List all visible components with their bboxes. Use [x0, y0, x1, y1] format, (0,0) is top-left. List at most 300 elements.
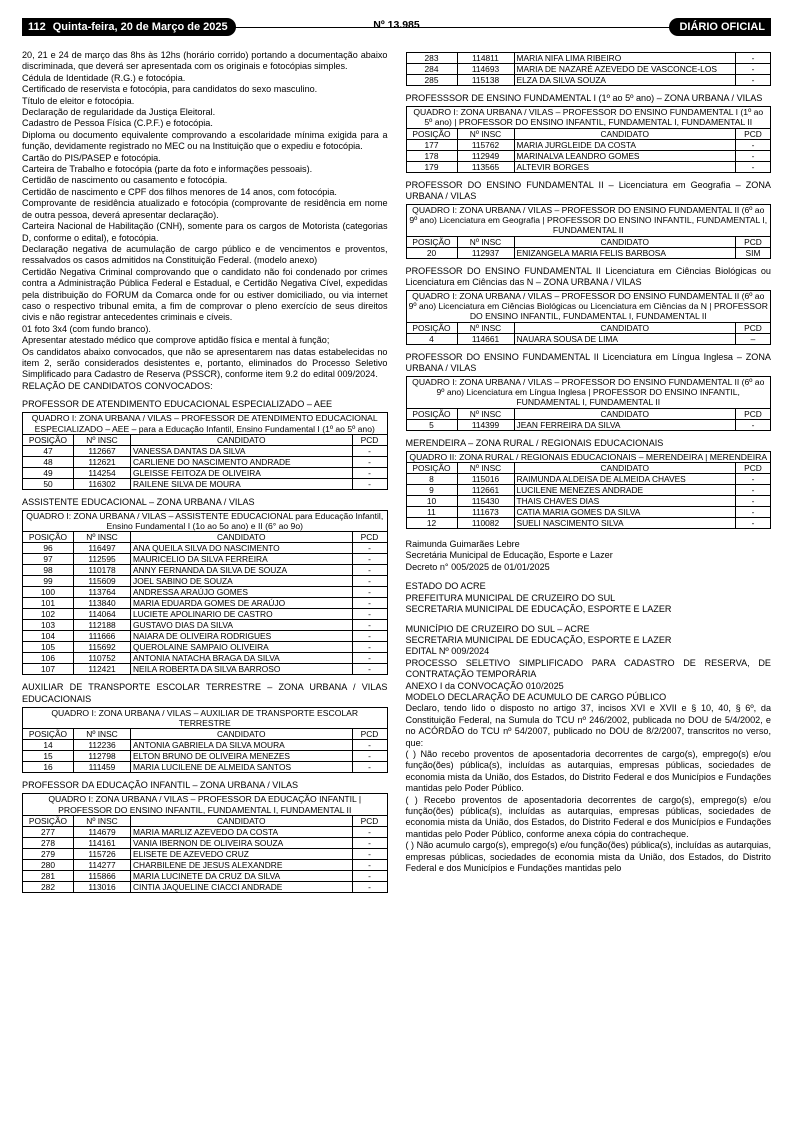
paragraph: 20, 21 e 24 de março das 8hs às 12hs (horário corrido) portando a documentação abaixo discriminada, que deverá ser apresentada com os originais e fotocópias simples.: [22, 50, 388, 72]
table-cell: 11: [406, 507, 457, 518]
table-cell: 49: [23, 467, 74, 478]
table-cell: 112421: [74, 664, 131, 675]
table-cell: CARLIENE DO NASCIMENTO ANDRADE: [131, 456, 353, 467]
table-cell: -: [352, 467, 387, 478]
table-title: QUADRO II: ZONA RURAL / REGIONAIS EDUCACIONAIS – MERENDEIRA | MERENDEIRA: [406, 451, 771, 462]
table-title: QUADRO I: ZONA URBANA / VILAS – PROFESSOR DA EDUCAÇÃO INFANTIL | PROFESSOR DO ENSINO INFANTIL, FUNDAMENTAL I, FUNDAMENTAL II: [23, 794, 388, 815]
table-cell: 113764: [74, 587, 131, 598]
table-cell: 102: [23, 609, 74, 620]
paragraph: Certificado de reservista e fotocópia, para candidatos do sexo masculino.: [22, 84, 318, 95]
table-cell: NAIARA DE OLIVEIRA RODRIGUES: [131, 631, 353, 642]
table-column-header: PCD: [736, 236, 771, 247]
table-cell: MAURICELIO DA SILVA FERREIRA: [131, 554, 353, 565]
table-cell: CINTIA JAQUELINE CIACCI ANDRADE: [131, 881, 353, 892]
table-cell: SIM: [736, 247, 771, 258]
section-heading: PROFESSOR DO ENSINO FUNDAMENTAL II Licenciatura em Língua Inglesa – ZONA URBANA / VILAS: [405, 351, 771, 373]
table-cell: -: [736, 150, 771, 161]
table-column-header: PCD: [352, 532, 387, 543]
table-cell: NEILA ROBERTA DA SILVA BARROSO: [131, 664, 353, 675]
table-row: [406, 496, 771, 507]
table-title: QUADRO I: ZONA URBANA / VILAS – ASSISTENTE EDUCACIONAL para Educação Infantil, Ensino Fundamental I (1o ao 5o ano) e II (6° ao 9o): [23, 511, 388, 532]
paragraph: MODELO DECLARAÇÃO DE ACUMULO DE CARGO PÚBLICO: [405, 691, 667, 702]
table-cell: 112949: [457, 150, 514, 161]
table-title: QUADRO I: ZONA URBANA / VILAS – PROFESSOR DO ENSINO FUNDAMENTAL I (1º ao 5º ano) | PROFESSOR DO ENSINO INFANTIL, FUNDAMENTAL I, FUNDAMENTAL II: [406, 107, 771, 128]
paragraph: Cadastro de Pessoa Física (C.P.F.) e fotocópia.: [22, 118, 213, 129]
table-cell: 104: [23, 631, 74, 642]
table-row: [406, 161, 771, 172]
table-cell: -: [352, 456, 387, 467]
table-cell: 114064: [74, 609, 131, 620]
table-cell: MARIA JURGLEIDE DA COSTA: [514, 139, 736, 150]
table-column-header: CANDIDATO: [131, 532, 353, 543]
page-number: 112: [28, 21, 46, 33]
table-row: [23, 445, 388, 456]
table-cell: 280: [23, 859, 74, 870]
table-cell: -: [736, 507, 771, 518]
table-cell: -: [352, 653, 387, 664]
table-cell: 110082: [457, 518, 514, 529]
table-cell: 100: [23, 587, 74, 598]
paragraph: SECRETARIA MUNICIPAL DE EDUCAÇÃO, ESPORTE E LAZER: [405, 634, 672, 645]
table-cell: MARIA LUCILENE DE ALMEIDA SANTOS: [131, 762, 353, 773]
table-column-header: CANDIDATO: [131, 434, 353, 445]
paragraph: Declaração de regularidade da Justiça Eleitoral.: [22, 107, 216, 118]
table-column-header: POSIÇÃO: [406, 236, 457, 247]
table-cell: 114811: [457, 53, 514, 64]
table-row: [406, 518, 771, 529]
table-cell: ANNY FERNANDA DA SILVA DE SOUZA: [131, 565, 353, 576]
candidates-table: [406, 290, 772, 345]
table-row: [406, 333, 771, 344]
paragraph: ANEXO I da CONVOCAÇÃO 010/2025: [405, 680, 564, 691]
table-column-header: Nº INSC: [457, 128, 514, 139]
table-cell: MARINALVA LEANDRO GOMES: [514, 150, 736, 161]
table-cell: -: [352, 642, 387, 653]
table-column-header: POSIÇÃO: [23, 434, 74, 445]
table-cell: -: [352, 870, 387, 881]
table-row: [23, 653, 388, 664]
table-column-header: Nº INSC: [74, 815, 131, 826]
paragraph: MUNICÍPIO DE CRUZEIRO DO SUL – ACRE: [405, 623, 590, 634]
table-row: [23, 456, 388, 467]
table-row: [406, 64, 771, 75]
table-column-header: CANDIDATO: [514, 408, 736, 419]
table-column-header: POSIÇÃO: [406, 128, 457, 139]
table-cell: 112798: [74, 751, 131, 762]
paragraph: SECRETARIA MUNICIPAL DE EDUCAÇÃO, ESPORTE E LAZER: [405, 604, 672, 615]
table-cell: -: [352, 664, 387, 675]
table-cell: 12: [406, 518, 457, 529]
table-cell: ELISETE DE AZEVEDO CRUZ: [131, 848, 353, 859]
table-cell: 115609: [74, 576, 131, 587]
table-cell: 114661: [457, 333, 514, 344]
table-cell: -: [352, 826, 387, 837]
table-row: [23, 543, 388, 554]
candidates-table: [406, 451, 772, 529]
table-cell: 115138: [457, 75, 514, 86]
table-column-header: Nº INSC: [457, 236, 514, 247]
table-cell: -: [352, 762, 387, 773]
table-cell: 15: [23, 751, 74, 762]
table-cell: -: [352, 565, 387, 576]
table-cell: LUCIETE APOLINARIO DE CASTRO: [131, 609, 353, 620]
masthead-left: [22, 18, 236, 36]
table-cell: 112621: [74, 456, 131, 467]
table-cell: MARIA NIFA LIMA RIBEIRO: [514, 53, 736, 64]
table-cell: 106: [23, 653, 74, 664]
table-cell: -: [736, 496, 771, 507]
table-cell: GLEISSE FEITOZA DE OLIVEIRA: [131, 467, 353, 478]
table-column-header: CANDIDATO: [514, 236, 736, 247]
paragraph: Diploma ou documento equivalente comprovando a escolaridade mínima exigida para a função, devidamente registrado no MEC ou na Instituição que o expediu e fotocópia.: [22, 129, 388, 152]
section-heading: PROFESSOR DO ENSINO FUNDAMENTAL II – Licenciatura em Geografia – ZONA URBANA / VILAS: [405, 179, 771, 201]
paragraph: 01 foto 3x4 (com fundo branco).: [22, 323, 151, 334]
table-row: [23, 587, 388, 598]
table-column-header: Nº INSC: [74, 434, 131, 445]
table-cell: -: [352, 620, 387, 631]
table-cell: -: [352, 609, 387, 620]
table-cell: JOEL SABINO DE SOUZA: [131, 576, 353, 587]
table-title: QUADRO I: ZONA URBANA / VILAS – PROFESSOR DO ENSINO FUNDAMENTAL II (6º ao 9º ano) Licenciatura em Geografia | PROFESSOR DO ENSINO INFANTIL, FUNDAMENTAL I, FUNDAMENTAL II: [406, 205, 771, 237]
table-column-header: PCD: [352, 729, 387, 740]
table-row: [23, 751, 388, 762]
table-cell: 112188: [74, 620, 131, 631]
table-cell: 50: [23, 478, 74, 489]
paragraph: Cartão do PIS/PASEP e fotocópia.: [22, 152, 161, 163]
table-cell: MARIA LUCINETE DA CRUZ DA SILVA: [131, 870, 353, 881]
table-cell: 96: [23, 543, 74, 554]
table-cell: -: [736, 419, 771, 430]
table-row: [23, 848, 388, 859]
table-column-header: POSIÇÃO: [23, 532, 74, 543]
table-cell: 283: [406, 53, 457, 64]
table-cell: 116302: [74, 478, 131, 489]
table-cell: -: [736, 474, 771, 485]
table-cell: ELZA DA SILVA SOUZA: [514, 75, 736, 86]
table-row: [406, 474, 771, 485]
publication-date: Quinta-feira, 20 de Março de 2025: [52, 21, 228, 33]
section-heading: PROFESSOR DA EDUCAÇÃO INFANTIL – ZONA URBANA / VILAS: [22, 780, 299, 791]
table-cell: 278: [23, 837, 74, 848]
paragraph: ( ) Não acumulo cargo(s), emprego(s) e/ou função(ões) pública(s), incluídas as autarquias, empresas públicas, sociedades de economia mista da União, dos Estados, do Distrito Federal e dos Municípios e Fundações mantidas pelo: [405, 840, 771, 874]
table-cell: -: [352, 587, 387, 598]
table-cell: 281: [23, 870, 74, 881]
paragraph: Os candidatos abaixo convocados, que não se apresentarem nas datas estabelecidas no item 2, serão considerados desistentes e, portanto, eliminados do Processo Seletivo Simplificado para Cadastro de Reserva (PSSCR), conforme item 9.2 do edital 009/2024.: [22, 346, 388, 380]
paragraph: ( ) Não recebo proventos de aposentadoria decorrentes de cargo(s), emprego(s) e/ou função(ões) pública(s), incluídas as autarquias, empresas públicas, sociedades de economia mista da União, dos Estados, do Distrito Federal e dos Municípios e Fundações mantidas pelo Poder Público.: [405, 748, 771, 794]
table-cell: 105: [23, 642, 74, 653]
table-cell: 284: [406, 64, 457, 75]
table-cell: 99: [23, 576, 74, 587]
table-cell: 112667: [74, 445, 131, 456]
table-column-header: CANDIDATO: [514, 128, 736, 139]
table-cell: 97: [23, 554, 74, 565]
table-column-header: Nº INSC: [457, 322, 514, 333]
candidates-table: [406, 376, 772, 431]
table-cell: 112937: [457, 247, 514, 258]
table-cell: ANTONIA GABRIELA DA SILVA MOURA: [131, 740, 353, 751]
paragraph: Raimunda Guimarães Lebre: [405, 539, 520, 550]
candidates-table: [22, 793, 388, 892]
table-row: [23, 565, 388, 576]
table-column-header: Nº INSC: [457, 408, 514, 419]
table-title: QUADRO I: ZONA URBANA / VILAS – PROFESSOR DE ATENDIMENTO EDUCACIONAL ESPECIALIZADO – AEE – para a Educação Infantil, Ensino Fundamental I (1º ao 5º ano): [23, 413, 388, 434]
table-cell: 282: [23, 881, 74, 892]
table-cell: -: [352, 543, 387, 554]
table-column-header: POSIÇÃO: [406, 408, 457, 419]
table-cell: 48: [23, 456, 74, 467]
table-cell: 16: [23, 762, 74, 773]
table-row: [23, 467, 388, 478]
candidates-table: [406, 52, 772, 86]
table-cell: 113016: [74, 881, 131, 892]
paragraph: Carteira de Trabalho e fotocópia (parte da foto e informações pessoais).: [22, 164, 313, 175]
right-column: [406, 50, 772, 1090]
masthead: [22, 18, 771, 40]
table-cell: -: [352, 848, 387, 859]
table-cell: -: [736, 161, 771, 172]
table-cell: 9: [406, 485, 457, 496]
candidates-table: [406, 204, 772, 259]
paragraph: EDITAL Nº 009/2024: [405, 646, 490, 657]
table-cell: QUEROLAINE SAMPAIO OLIVEIRA: [131, 642, 353, 653]
paragraph: Declaro, tendo lido o disposto no artigo 37, incisos XVI e XVII e § 10, 40, § 6º, da Constituição Federal, na Sumula do TCU nº 246/2002, publicada no DOU de 5/4/2002, e no ACÓRDÃO do TCU nº 54/2007, publicado no DOU de 8/2/2007, transcritos no verso, que:: [405, 703, 771, 748]
table-cell: 285: [406, 75, 457, 86]
table-row: [406, 75, 771, 86]
table-cell: ENIZANGELA MARIA FELIS BARBOSA: [514, 247, 736, 258]
table-cell: MARIA DE NAZARÉ AZEVEDO DE VASCONCE-LOS: [514, 64, 736, 75]
table-cell: 115726: [74, 848, 131, 859]
table-title: QUADRO I: ZONA URBANA / VILAS – PROFESSOR DO ENSINO FUNDAMENTAL II (6º ao 9º ano) Licenciatura em Língua Inglesa | PROFESSOR DO ENSINO INFANTIL, FUNDAMENTAL I, FUNDAMENTAL II: [406, 377, 771, 409]
table-cell: 112236: [74, 740, 131, 751]
table-row: [23, 881, 388, 892]
table-cell: VANESSA DANTAS DA SILVA: [131, 445, 353, 456]
candidates-table: [22, 510, 388, 675]
paragraph: RELAÇÃO DE CANDIDATOS CONVOCADOS:: [22, 380, 213, 391]
table-cell: -: [736, 485, 771, 496]
table-cell: 4: [406, 333, 457, 344]
candidates-table: [22, 412, 388, 489]
table-row: [23, 740, 388, 751]
table-cell: –: [736, 333, 771, 344]
table-row: [23, 762, 388, 773]
table-cell: MARIA MARLIZ AZEVEDO DA COSTA: [131, 826, 353, 837]
table-cell: 115016: [457, 474, 514, 485]
table-column-header: Nº INSC: [74, 532, 131, 543]
paragraph: Certidão Negativa Criminal comprovando que o candidato não foi condenado por crimes contra a Administração Pública Federal e Estadual, e Certidão Negativa Cível, expedidas pela distribuição do FORUM da Comarca onde for ou estiver domiciliado, ou via internet caso o respectivo tribunal emita, a fim de comprovar o pleno exercício de seus direitos civis e não registrar antecedentes criminais e cíveis.: [22, 266, 388, 323]
section-heading: MERENDEIRA – ZONA RURAL / REGIONAIS EDUCACIONAIS: [405, 437, 664, 448]
edition-number: Nº 13.985: [373, 19, 420, 31]
table-cell: 114254: [74, 467, 131, 478]
table-cell: MARIA EDUARDA GOMES DE ARAÚJO: [131, 598, 353, 609]
paragraph: Carteira Nacional de Habilitação (CNH), somente para os cargos de Motorista (categorias D, conforme o edital), e fotocópia.: [22, 221, 388, 243]
spacer: [406, 573, 772, 581]
table-cell: ANA QUEILA SILVA DO NASCIMENTO: [131, 543, 353, 554]
table-cell: 111673: [457, 507, 514, 518]
table-cell: CHARBILENE DE JESUS ALEXANDRE: [131, 859, 353, 870]
table-cell: 112661: [457, 485, 514, 496]
table-cell: 179: [406, 161, 457, 172]
table-cell: 115762: [457, 139, 514, 150]
left-column: [22, 50, 388, 1090]
table-cell: 98: [23, 565, 74, 576]
table-row: [406, 485, 771, 496]
paragraph: PROCESSO SELETIVO SIMPLIFICADO PARA CADASTRO DE RESERVA, DE CONTRATAÇÃO TEMPORÁRIA: [405, 657, 771, 680]
table-cell: JEAN FERREIRA DA SILVA: [514, 419, 736, 430]
table-cell: RAIMUNDA ALDEISA DE ALMEIDA CHAVES: [514, 474, 736, 485]
table-cell: 113840: [74, 598, 131, 609]
table-cell: -: [352, 740, 387, 751]
table-cell: THAIS CHAVES DIAS: [514, 496, 736, 507]
table-row: [406, 419, 771, 430]
publication-title: DIÁRIO OFICIAL: [669, 18, 771, 36]
table-cell: 279: [23, 848, 74, 859]
table-row: [23, 609, 388, 620]
table-cell: ANTONIA NATACHA BRAGA DA SILVA: [131, 653, 353, 664]
table-cell: NAUARA SOUSA DE LIMA: [514, 333, 736, 344]
table-column-header: POSIÇÃO: [406, 463, 457, 474]
paragraph: Apresentar atestado médico que comprove aptidão física e mental à função;: [22, 335, 330, 346]
table-column-header: POSIÇÃO: [406, 322, 457, 333]
table-column-header: Nº INSC: [457, 463, 514, 474]
table-cell: VANIA IBERNON DE OLIVEIRA SOUZA: [131, 837, 353, 848]
table-column-header: PCD: [352, 434, 387, 445]
table-cell: ANDRESSA ARAÚJO GOMES: [131, 587, 353, 598]
table-cell: 178: [406, 150, 457, 161]
table-cell: -: [352, 859, 387, 870]
table-cell: -: [352, 837, 387, 848]
table-cell: 111666: [74, 631, 131, 642]
table-row: [23, 631, 388, 642]
paragraph: Cédula de Identidade (R.G.) e fotocópia.: [22, 72, 186, 83]
table-cell: 115692: [74, 642, 131, 653]
table-cell: 115430: [457, 496, 514, 507]
table-cell: 14: [23, 740, 74, 751]
table-column-header: CANDIDATO: [514, 463, 736, 474]
paragraph: ESTADO DO ACRE: [405, 581, 486, 592]
paragraph: PREFEITURA MUNICIPAL DE CRUZEIRO DO SUL: [405, 592, 616, 603]
table-cell: ELTON BRUNO DE OLIVEIRA MENEZES: [131, 751, 353, 762]
table-column-header: PCD: [352, 815, 387, 826]
table-cell: -: [352, 751, 387, 762]
table-row: [23, 859, 388, 870]
table-column-header: POSIÇÃO: [23, 815, 74, 826]
paragraph: Comprovante de residência atualizado e fotocópia (comprovante de residência em nome de outra pessoa, deverá apresentar declaração).: [22, 198, 388, 220]
table-column-header: CANDIDATO: [131, 729, 353, 740]
table-cell: -: [352, 554, 387, 565]
table-cell: -: [352, 445, 387, 456]
table-row: [23, 826, 388, 837]
section-heading: PROFESSOR DO ENSINO FUNDAMENTAL II Licenciatura em Ciências Biológicas ou Licenciatura em Ciências das N – ZONA URBANA / VILAS: [405, 265, 771, 287]
table-cell: 47: [23, 445, 74, 456]
table-cell: 115866: [74, 870, 131, 881]
table-row: [23, 620, 388, 631]
table-cell: 114277: [74, 859, 131, 870]
table-cell: -: [736, 139, 771, 150]
paragraph: Certidão de nascimento ou casamento e fotocópia.: [22, 175, 228, 186]
table-cell: 110178: [74, 565, 131, 576]
candidates-table: [22, 707, 388, 773]
table-cell: 114161: [74, 837, 131, 848]
table-cell: 177: [406, 139, 457, 150]
spacer: [406, 616, 772, 624]
table-column-header: Nº INSC: [74, 729, 131, 740]
table-cell: 116497: [74, 543, 131, 554]
table-column-header: PCD: [736, 322, 771, 333]
table-cell: -: [736, 75, 771, 86]
table-cell: 101: [23, 598, 74, 609]
table-column-header: CANDIDATO: [131, 815, 353, 826]
table-cell: -: [736, 53, 771, 64]
table-cell: CATIA MARIA GOMES DA SILVA: [514, 507, 736, 518]
table-cell: SUELI NASCIMENTO SILVA: [514, 518, 736, 529]
table-cell: -: [352, 478, 387, 489]
table-cell: 114399: [457, 419, 514, 430]
table-cell: 113565: [457, 161, 514, 172]
table-cell: 111459: [74, 762, 131, 773]
section-heading: PROFESSOR DE ATENDIMENTO EDUCACIONAL ESPECIALIZADO – AEE: [22, 399, 333, 410]
paragraph: ( ) Recebo proventos de aposentadoria decorrentes de cargo(s), emprego(s) e/ou função(ões) pública(s), incluídas as autarquias, empresas públicas, sociedades de economia mista da União, dos Estados, do Distrito Federal e dos Municípios e Fundações mantidas pelo Poder Público, conforme anexa cópia do contracheque.: [405, 794, 771, 839]
table-cell: -: [352, 881, 387, 892]
table-cell: -: [352, 598, 387, 609]
table-row: [23, 870, 388, 881]
table-cell: 110752: [74, 653, 131, 664]
table-row: [406, 139, 771, 150]
paragraph: Secretária Municipal de Educação, Esporte e Lazer: [405, 550, 613, 561]
table-row: [23, 642, 388, 653]
table-column-header: PCD: [736, 408, 771, 419]
columns-container: [22, 50, 771, 1090]
table-cell: 114679: [74, 826, 131, 837]
table-row: [406, 247, 771, 258]
table-cell: 107: [23, 664, 74, 675]
table-row: [23, 576, 388, 587]
table-cell: -: [736, 64, 771, 75]
table-column-header: PCD: [736, 128, 771, 139]
paragraph: Certidão de nascimento e CPF dos filhos menores de 14 anos, com fotocópia.: [22, 186, 337, 197]
table-row: [23, 478, 388, 489]
table-row: [406, 53, 771, 64]
table-cell: 10: [406, 496, 457, 507]
table-row: [406, 150, 771, 161]
table-row: [23, 598, 388, 609]
table-cell: -: [352, 631, 387, 642]
paragraph: Decreto n° 005/2025 de 01/01/2025: [405, 561, 550, 572]
section-heading: AUXILIAR DE TRANSPORTE ESCOLAR TERRESTRE – ZONA URBANA / VILAS EDUCACIONAIS: [22, 682, 388, 704]
table-cell: 8: [406, 474, 457, 485]
table-cell: 114693: [457, 64, 514, 75]
table-cell: 103: [23, 620, 74, 631]
table-title: QUADRO I: ZONA URBANA / VILAS – AUXILIAR DE TRANSPORTE ESCOLAR TERRESTRE: [23, 707, 388, 728]
section-heading: ASSISTENTE EDUCACIONAL – ZONA URBANA / VILAS: [22, 496, 255, 507]
table-title: QUADRO I: ZONA URBANA / VILAS – PROFESSOR DO ENSINO FUNDAMENTAL II (6º ao 9º ano) Licenciatura em Ciências Biológicas ou Licenciatura em Ciências da N | PROFESSOR DO ENSINO INFANTIL, FUNDAMENTAL I, FUNDAMENTAL II: [406, 291, 771, 323]
table-row: [23, 664, 388, 675]
table-column-header: POSIÇÃO: [23, 729, 74, 740]
table-cell: -: [736, 518, 771, 529]
spacer: [406, 531, 772, 539]
table-column-header: PCD: [736, 463, 771, 474]
table-row: [23, 837, 388, 848]
table-cell: LUCILENE MENEZES ANDRADE: [514, 485, 736, 496]
table-cell: 112595: [74, 554, 131, 565]
table-cell: 20: [406, 247, 457, 258]
table-cell: ALTEVIR BORGES: [514, 161, 736, 172]
candidates-table: [406, 106, 772, 172]
table-cell: 5: [406, 419, 457, 430]
section-heading: PROFESSSOR DE ENSINO FUNDAMENTAL I (1º ao 5º ano) – ZONA URBANA / VILAS: [405, 93, 763, 103]
paragraph: Título de eleitor e fotocópia.: [22, 95, 135, 106]
table-cell: -: [352, 576, 387, 587]
table-cell: RAILENE SILVA DE MOURA: [131, 478, 353, 489]
